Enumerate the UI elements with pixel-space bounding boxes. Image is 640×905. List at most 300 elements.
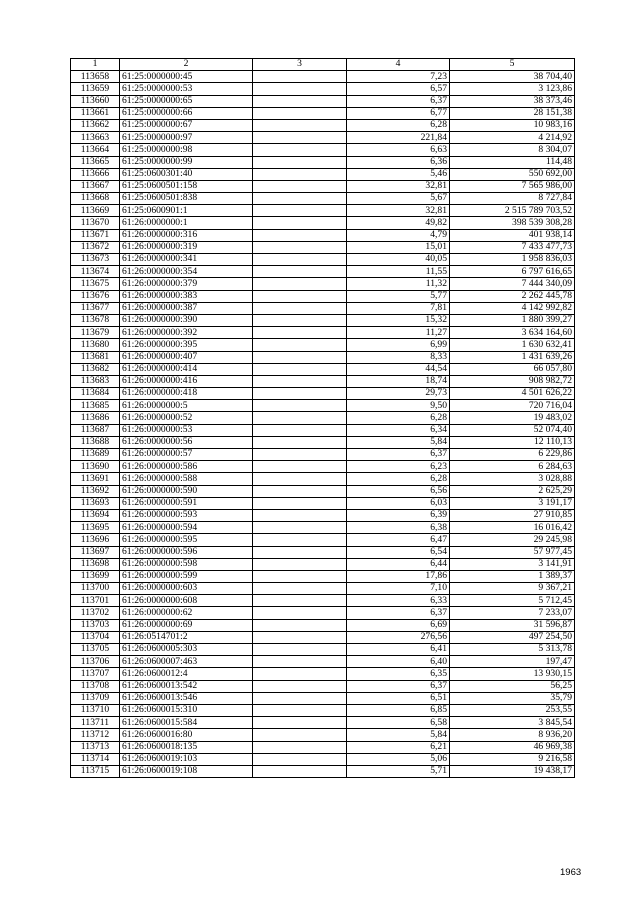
table-row: [71, 241, 575, 253]
row-number-cell: 113688: [71, 436, 120, 448]
table-row: [71, 388, 575, 400]
amount-cell: 56,25: [450, 680, 575, 692]
amount-cell: 7 565 986,00: [450, 180, 575, 192]
row-number-cell: 113711: [71, 717, 120, 729]
row-number-cell: 113701: [71, 595, 120, 607]
empty-cell: [253, 473, 347, 485]
table-row: [71, 156, 575, 168]
value-cell: 11,27: [347, 327, 450, 339]
table-row: [71, 534, 575, 546]
table-row: [71, 497, 575, 509]
amount-cell: 4 501 626,22: [450, 388, 575, 400]
cadastral-number-cell: 61:26:0600015:584: [120, 717, 253, 729]
amount-cell: 253,55: [450, 704, 575, 716]
value-cell: 6,51: [347, 692, 450, 704]
table-row: [71, 290, 575, 302]
row-number-cell: 113680: [71, 339, 120, 351]
amount-cell: 4 214,92: [450, 132, 575, 144]
row-number-cell: 113693: [71, 497, 120, 509]
amount-cell: 497 254,50: [450, 631, 575, 643]
value-cell: 6,39: [347, 509, 450, 521]
value-cell: 32,81: [347, 205, 450, 217]
value-cell: 7,23: [347, 71, 450, 83]
value-cell: 29,73: [347, 388, 450, 400]
table-row: [71, 546, 575, 558]
row-number-cell: 113684: [71, 388, 120, 400]
value-cell: 5,67: [347, 193, 450, 205]
table-row: [71, 363, 575, 375]
amount-cell: 35,79: [450, 692, 575, 704]
empty-cell: [253, 741, 347, 753]
empty-cell: [253, 375, 347, 387]
row-number-cell: 113691: [71, 473, 120, 485]
value-cell: 40,05: [347, 254, 450, 266]
amount-cell: 19 483,02: [450, 412, 575, 424]
row-number-cell: 113713: [71, 741, 120, 753]
amount-cell: 9 367,21: [450, 583, 575, 595]
row-number-cell: 113671: [71, 229, 120, 241]
table-row: [71, 461, 575, 473]
empty-cell: [253, 485, 347, 497]
row-number-cell: 113705: [71, 644, 120, 656]
row-number-cell: 113689: [71, 449, 120, 461]
value-cell: 6,54: [347, 546, 450, 558]
table-row: [71, 656, 575, 668]
table-row: [71, 339, 575, 351]
cadastral-number-cell: 61:26:0000000:354: [120, 266, 253, 278]
value-cell: 6,28: [347, 473, 450, 485]
cadastral-number-cell: 61:26:0000000:590: [120, 485, 253, 497]
table-row: [71, 314, 575, 326]
cadastral-number-cell: 61:26:0000000:5: [120, 400, 253, 412]
row-number-cell: 113686: [71, 412, 120, 424]
table-row: [71, 229, 575, 241]
row-number-cell: 113699: [71, 570, 120, 582]
amount-cell: 4 142 992,82: [450, 302, 575, 314]
table-row: [71, 412, 575, 424]
data-table: [70, 58, 575, 778]
value-cell: 6,36: [347, 156, 450, 168]
value-cell: 9,50: [347, 400, 450, 412]
value-cell: 5,71: [347, 765, 450, 777]
value-cell: 6,47: [347, 534, 450, 546]
value-cell: 6,63: [347, 144, 450, 156]
cadastral-number-cell: 61:26:0000000:418: [120, 388, 253, 400]
column-header-5: 5: [450, 59, 575, 71]
table-row: [71, 424, 575, 436]
row-number-cell: 113660: [71, 95, 120, 107]
empty-cell: [253, 436, 347, 448]
table-row: [71, 595, 575, 607]
empty-cell: [253, 595, 347, 607]
cadastral-number-cell: 61:25:0000000:99: [120, 156, 253, 168]
amount-cell: 2 262 445,78: [450, 290, 575, 302]
empty-cell: [253, 753, 347, 765]
cadastral-number-cell: 61:26:0600019:108: [120, 765, 253, 777]
empty-cell: [253, 83, 347, 95]
value-cell: 6,57: [347, 83, 450, 95]
amount-cell: 8 936,20: [450, 729, 575, 741]
table-row: [71, 95, 575, 107]
empty-cell: [253, 619, 347, 631]
row-number-cell: 113663: [71, 132, 120, 144]
table-row: [71, 509, 575, 521]
value-cell: 44,54: [347, 363, 450, 375]
cadastral-number-cell: 61:26:0000000:407: [120, 351, 253, 363]
table-row: [71, 254, 575, 266]
row-number-cell: 113675: [71, 278, 120, 290]
empty-cell: [253, 717, 347, 729]
row-number-cell: 113672: [71, 241, 120, 253]
cadastral-number-cell: 61:26:0000000:596: [120, 546, 253, 558]
amount-cell: 29 245,98: [450, 534, 575, 546]
table-row: [71, 644, 575, 656]
value-cell: 6,35: [347, 668, 450, 680]
cadastral-number-cell: 61:26:0000000:57: [120, 449, 253, 461]
cadastral-number-cell: 61:25:0600501:158: [120, 180, 253, 192]
table-row: [71, 302, 575, 314]
value-cell: 7,81: [347, 302, 450, 314]
value-cell: 276,56: [347, 631, 450, 643]
amount-cell: 38 704,40: [450, 71, 575, 83]
amount-cell: 197,47: [450, 656, 575, 668]
row-number-cell: 113690: [71, 461, 120, 473]
row-number-cell: 113670: [71, 217, 120, 229]
empty-cell: [253, 522, 347, 534]
row-number-cell: 113659: [71, 83, 120, 95]
table-row: [71, 132, 575, 144]
row-number-cell: 113683: [71, 375, 120, 387]
table-row: [71, 692, 575, 704]
table-row: [71, 449, 575, 461]
value-cell: 6,23: [347, 461, 450, 473]
empty-cell: [253, 388, 347, 400]
value-cell: 5,84: [347, 729, 450, 741]
table-row: [71, 631, 575, 643]
cadastral-number-cell: 61:25:0000000:53: [120, 83, 253, 95]
column-header-4: 4: [347, 59, 450, 71]
value-cell: 32,81: [347, 180, 450, 192]
empty-cell: [253, 631, 347, 643]
empty-cell: [253, 107, 347, 119]
cadastral-number-cell: 61:26:0000000:593: [120, 509, 253, 521]
amount-cell: 1 880 399,27: [450, 314, 575, 326]
table-row: [71, 351, 575, 363]
amount-cell: 6 229,86: [450, 449, 575, 461]
empty-cell: [253, 339, 347, 351]
value-cell: 6,77: [347, 107, 450, 119]
value-cell: 15,32: [347, 314, 450, 326]
row-number-cell: 113679: [71, 327, 120, 339]
row-number-cell: 113704: [71, 631, 120, 643]
cadastral-number-cell: 61:26:0600015:310: [120, 704, 253, 716]
value-cell: 6,85: [347, 704, 450, 716]
value-cell: 6,03: [347, 497, 450, 509]
amount-cell: 28 151,38: [450, 107, 575, 119]
cadastral-number-cell: 61:26:0000000:591: [120, 497, 253, 509]
table-header-row: [71, 59, 575, 71]
empty-cell: [253, 570, 347, 582]
row-number-cell: 113673: [71, 254, 120, 266]
value-cell: 11,32: [347, 278, 450, 290]
table-row: [71, 278, 575, 290]
cadastral-number-cell: 61:26:0600016:80: [120, 729, 253, 741]
table-row: [71, 71, 575, 83]
row-number-cell: 113696: [71, 534, 120, 546]
cadastral-number-cell: 61:26:0000000:1: [120, 217, 253, 229]
table-row: [71, 570, 575, 582]
value-cell: 8,33: [347, 351, 450, 363]
cadastral-number-cell: 61:25:0000000:67: [120, 119, 253, 131]
amount-cell: 1 958 836,03: [450, 254, 575, 266]
amount-cell: 27 910,85: [450, 509, 575, 521]
empty-cell: [253, 558, 347, 570]
table-row: [71, 680, 575, 692]
value-cell: 6,41: [347, 644, 450, 656]
table-row: [71, 729, 575, 741]
amount-cell: 7 444 340,09: [450, 278, 575, 290]
amount-cell: 114,48: [450, 156, 575, 168]
cadastral-number-cell: 61:25:0600901:1: [120, 205, 253, 217]
empty-cell: [253, 278, 347, 290]
table-row: [71, 619, 575, 631]
amount-cell: 10 983,16: [450, 119, 575, 131]
cadastral-number-cell: 61:26:0000000:599: [120, 570, 253, 582]
value-cell: 18,74: [347, 375, 450, 387]
row-number-cell: 113685: [71, 400, 120, 412]
row-number-cell: 113669: [71, 205, 120, 217]
row-number-cell: 113715: [71, 765, 120, 777]
amount-cell: 38 373,46: [450, 95, 575, 107]
amount-cell: 3 141,91: [450, 558, 575, 570]
amount-cell: 57 977,45: [450, 546, 575, 558]
empty-cell: [253, 607, 347, 619]
amount-cell: 12 110,13: [450, 436, 575, 448]
cadastral-number-cell: 61:26:0000000:392: [120, 327, 253, 339]
value-cell: 6,69: [347, 619, 450, 631]
table-row: [71, 107, 575, 119]
cadastral-number-cell: 61:26:0000000:588: [120, 473, 253, 485]
amount-cell: 2 515 789 703,52: [450, 205, 575, 217]
cadastral-number-cell: 61:26:0000000:586: [120, 461, 253, 473]
row-number-cell: 113661: [71, 107, 120, 119]
cadastral-number-cell: 61:26:0600013:542: [120, 680, 253, 692]
table-row: [71, 473, 575, 485]
cadastral-number-cell: 61:26:0000000:387: [120, 302, 253, 314]
empty-cell: [253, 266, 347, 278]
cadastral-number-cell: 61:26:0000000:390: [120, 314, 253, 326]
value-cell: 49,82: [347, 217, 450, 229]
table-row: [71, 205, 575, 217]
cadastral-number-cell: 61:26:0000000:69: [120, 619, 253, 631]
table-row: [71, 607, 575, 619]
table-row: [71, 717, 575, 729]
cadastral-number-cell: 61:26:0600012:4: [120, 668, 253, 680]
empty-cell: [253, 546, 347, 558]
value-cell: 6,99: [347, 339, 450, 351]
empty-cell: [253, 132, 347, 144]
value-cell: 6,44: [347, 558, 450, 570]
cadastral-number-cell: 61:26:0000000:595: [120, 534, 253, 546]
cadastral-number-cell: 61:26:0000000:414: [120, 363, 253, 375]
empty-cell: [253, 400, 347, 412]
row-number-cell: 113658: [71, 71, 120, 83]
amount-cell: 16 016,42: [450, 522, 575, 534]
value-cell: 6,38: [347, 522, 450, 534]
cadastral-number-cell: 61:26:0600018:135: [120, 741, 253, 753]
empty-cell: [253, 704, 347, 716]
amount-cell: 3 123,86: [450, 83, 575, 95]
amount-cell: 31 596,87: [450, 619, 575, 631]
empty-cell: [253, 254, 347, 266]
table-row: [71, 168, 575, 180]
amount-cell: 8 727,84: [450, 193, 575, 205]
table-row: [71, 119, 575, 131]
row-number-cell: 113665: [71, 156, 120, 168]
empty-cell: [253, 692, 347, 704]
row-number-cell: 113681: [71, 351, 120, 363]
value-cell: 6,37: [347, 95, 450, 107]
amount-cell: 3 634 164,60: [450, 327, 575, 339]
empty-cell: [253, 95, 347, 107]
cadastral-number-cell: 61:25:0000000:97: [120, 132, 253, 144]
cadastral-number-cell: 61:26:0000000:598: [120, 558, 253, 570]
empty-cell: [253, 144, 347, 156]
empty-cell: [253, 449, 347, 461]
table-row: [71, 83, 575, 95]
column-header-3: 3: [253, 59, 347, 71]
row-number-cell: 113703: [71, 619, 120, 631]
value-cell: 6,37: [347, 680, 450, 692]
amount-cell: 3 845,54: [450, 717, 575, 729]
row-number-cell: 113674: [71, 266, 120, 278]
table-row: [71, 753, 575, 765]
row-number-cell: 113698: [71, 558, 120, 570]
value-cell: 5,77: [347, 290, 450, 302]
cadastral-number-cell: 61:26:0000000:319: [120, 241, 253, 253]
empty-cell: [253, 327, 347, 339]
empty-cell: [253, 71, 347, 83]
value-cell: 6,56: [347, 485, 450, 497]
row-number-cell: 113714: [71, 753, 120, 765]
page-number: 1963: [560, 867, 582, 878]
cadastral-number-cell: 61:25:0000000:98: [120, 144, 253, 156]
amount-cell: 6 797 616,65: [450, 266, 575, 278]
cadastral-number-cell: 61:26:0600007:463: [120, 656, 253, 668]
empty-cell: [253, 193, 347, 205]
amount-cell: 19 438,17: [450, 765, 575, 777]
amount-cell: 1 630 632,41: [450, 339, 575, 351]
empty-cell: [253, 729, 347, 741]
row-number-cell: 113664: [71, 144, 120, 156]
amount-cell: 66 057,80: [450, 363, 575, 375]
row-number-cell: 113700: [71, 583, 120, 595]
value-cell: 15,01: [347, 241, 450, 253]
column-header-2: 2: [120, 59, 253, 71]
empty-cell: [253, 583, 347, 595]
value-cell: 11,55: [347, 266, 450, 278]
empty-cell: [253, 351, 347, 363]
empty-cell: [253, 509, 347, 521]
value-cell: 6,28: [347, 119, 450, 131]
value-cell: 6,28: [347, 412, 450, 424]
empty-cell: [253, 241, 347, 253]
value-cell: 17,86: [347, 570, 450, 582]
row-number-cell: 113694: [71, 509, 120, 521]
table-row: [71, 193, 575, 205]
empty-cell: [253, 290, 347, 302]
empty-cell: [253, 461, 347, 473]
amount-cell: 5 712,45: [450, 595, 575, 607]
table-row: [71, 558, 575, 570]
amount-cell: 3 028,88: [450, 473, 575, 485]
cadastral-number-cell: 61:26:0600005:303: [120, 644, 253, 656]
empty-cell: [253, 363, 347, 375]
empty-cell: [253, 644, 347, 656]
table-row: [71, 266, 575, 278]
cadastral-number-cell: 61:26:0000000:53: [120, 424, 253, 436]
amount-cell: 720 716,04: [450, 400, 575, 412]
value-cell: 6,21: [347, 741, 450, 753]
cadastral-number-cell: 61:26:0000000:316: [120, 229, 253, 241]
empty-cell: [253, 668, 347, 680]
row-number-cell: 113676: [71, 290, 120, 302]
empty-cell: [253, 205, 347, 217]
table-row: [71, 144, 575, 156]
table-row: [71, 741, 575, 753]
value-cell: 5,84: [347, 436, 450, 448]
row-number-cell: 113707: [71, 668, 120, 680]
amount-cell: 9 216,58: [450, 753, 575, 765]
cadastral-number-cell: 61:26:0514701:2: [120, 631, 253, 643]
empty-cell: [253, 534, 347, 546]
row-number-cell: 113667: [71, 180, 120, 192]
value-cell: 7,10: [347, 583, 450, 595]
cadastral-number-cell: 61:25:0000000:45: [120, 71, 253, 83]
cadastral-number-cell: 61:26:0000000:56: [120, 436, 253, 448]
empty-cell: [253, 314, 347, 326]
value-cell: 6,58: [347, 717, 450, 729]
cadastral-number-cell: 61:26:0000000:52: [120, 412, 253, 424]
table-row: [71, 583, 575, 595]
value-cell: 5,06: [347, 753, 450, 765]
cadastral-number-cell: 61:26:0000000:62: [120, 607, 253, 619]
row-number-cell: 113709: [71, 692, 120, 704]
row-number-cell: 113695: [71, 522, 120, 534]
empty-cell: [253, 302, 347, 314]
table-row: [71, 327, 575, 339]
column-header-1: 1: [71, 59, 120, 71]
amount-cell: 46 969,38: [450, 741, 575, 753]
cadastral-number-cell: 61:26:0000000:603: [120, 583, 253, 595]
amount-cell: 908 982,72: [450, 375, 575, 387]
empty-cell: [253, 156, 347, 168]
value-cell: 6,33: [347, 595, 450, 607]
amount-cell: 1 389,37: [450, 570, 575, 582]
empty-cell: [253, 656, 347, 668]
table-row: [71, 180, 575, 192]
cadastral-number-cell: 61:26:0000000:594: [120, 522, 253, 534]
amount-cell: 3 191,17: [450, 497, 575, 509]
amount-cell: 52 074,40: [450, 424, 575, 436]
cadastral-number-cell: 61:25:0600501:838: [120, 193, 253, 205]
empty-cell: [253, 680, 347, 692]
row-number-cell: 113678: [71, 314, 120, 326]
value-cell: 221,84: [347, 132, 450, 144]
table-row: [71, 668, 575, 680]
cadastral-number-cell: 61:25:0000000:65: [120, 95, 253, 107]
cadastral-number-cell: 61:26:0000000:341: [120, 254, 253, 266]
